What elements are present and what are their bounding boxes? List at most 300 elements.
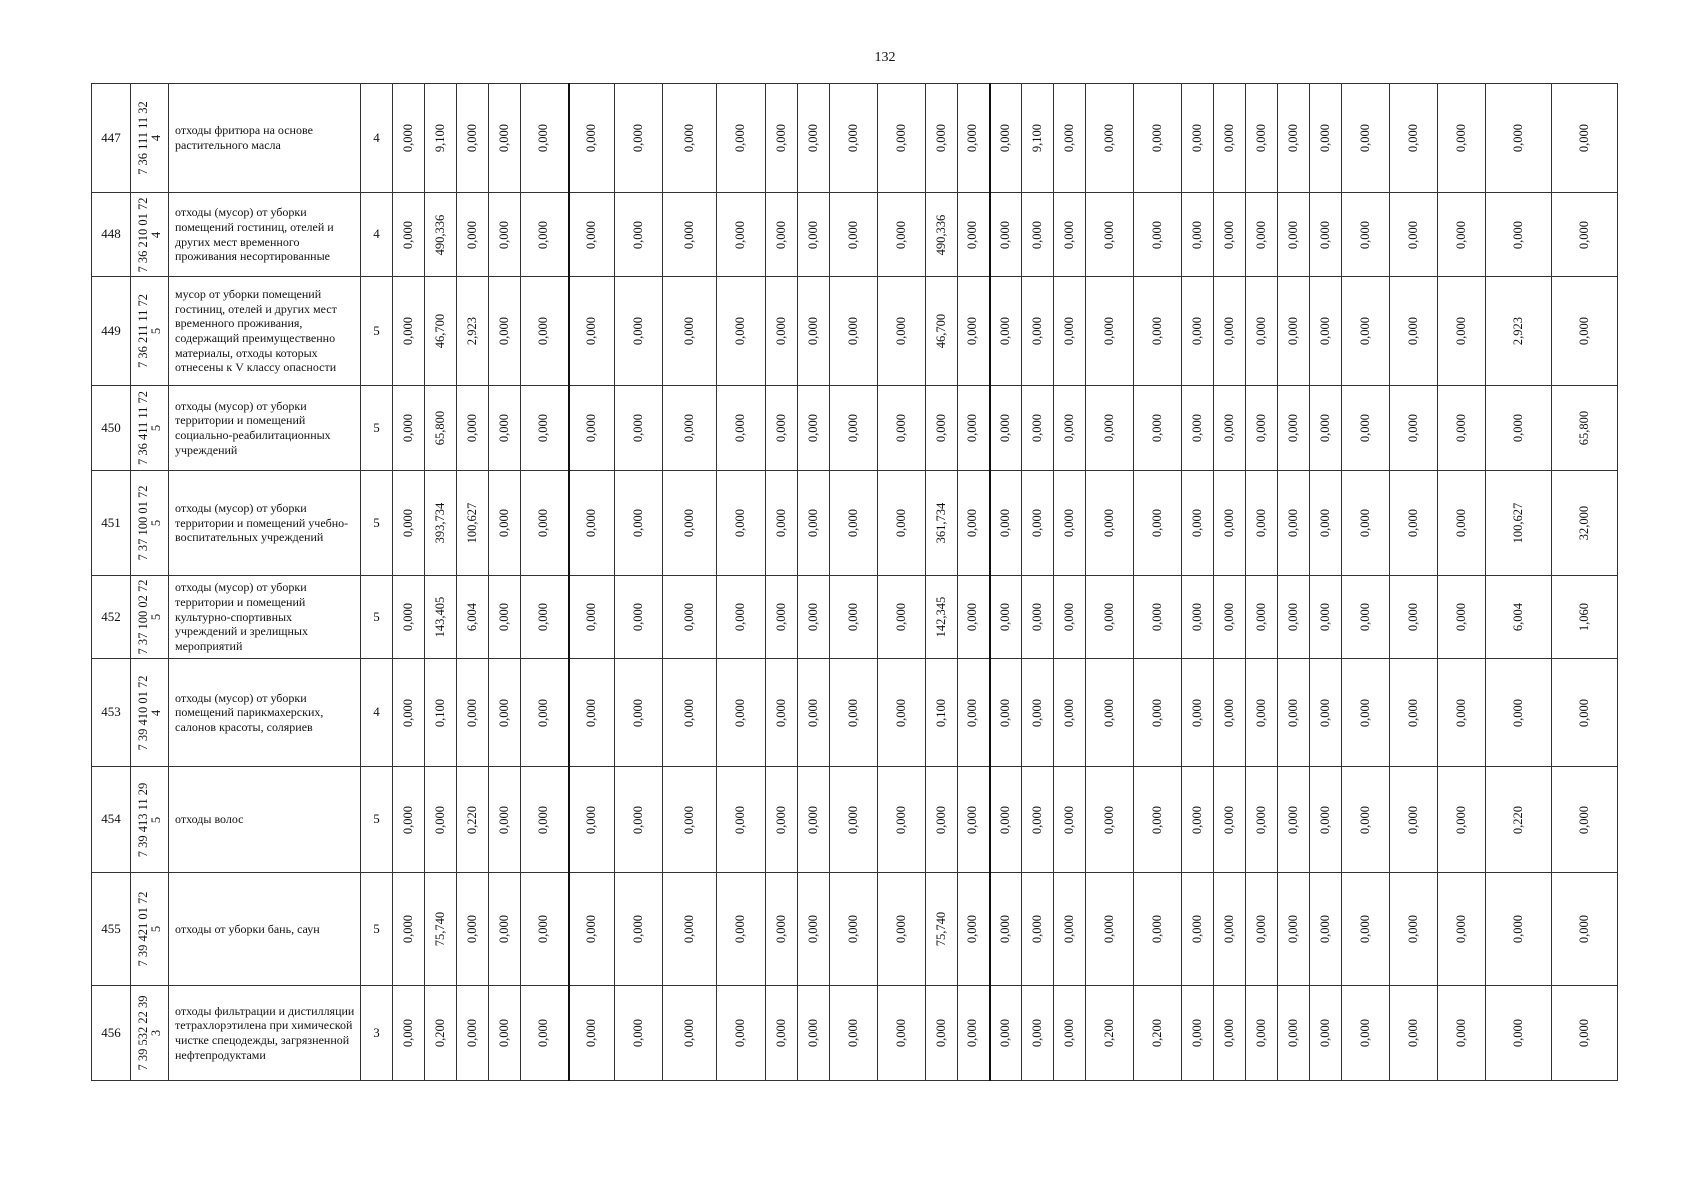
value-cell (521, 193, 569, 277)
value-cell (717, 767, 766, 873)
waste-code-cell-text: 7 39 413 11 29 5 (135, 782, 163, 857)
value-cell-text: 0,000 (997, 413, 1012, 443)
value-cell (569, 873, 615, 986)
hazard-class-cell: 5 (361, 386, 393, 471)
value-cell (1552, 576, 1618, 659)
value-cell (958, 277, 990, 386)
value-cell (1214, 873, 1246, 986)
waste-code-cell-text: 7 36 111 11 32 4 (135, 101, 163, 175)
value-cell-text: 0,000 (1510, 1018, 1525, 1048)
value-cell-text: 0,000 (1317, 1018, 1332, 1048)
row-number-cell: 450 (92, 386, 131, 471)
value-cell-text: 0,000 (805, 508, 820, 538)
value-cell (1022, 576, 1054, 659)
value-cell-text: 0,000 (773, 698, 788, 727)
value-cell (830, 193, 878, 277)
value-cell-text: 0,000 (583, 1018, 598, 1048)
value-cell-text: 0,000 (1317, 316, 1332, 346)
value-cell-text: 0,000 (1101, 914, 1116, 944)
value-cell (1022, 386, 1054, 471)
value-cell-text: 0,000 (893, 1018, 908, 1048)
value-cell-text: 0,000 (630, 602, 645, 632)
value-cell-text: 0,000 (1253, 698, 1268, 727)
value-cell-text: 0,000 (1453, 805, 1468, 834)
value-cell-text: 0,000 (773, 220, 788, 249)
value-cell-text: 0,000 (1285, 602, 1300, 632)
value-cell-text: 0,000 (805, 602, 820, 632)
value-cell-text: 0,000 (1029, 914, 1044, 944)
value-cell-text: 0,000 (1285, 220, 1300, 249)
value-cell-text: 0,000 (400, 220, 415, 249)
value-cell-text: 0,000 (1357, 413, 1372, 443)
value-cell-text: 0,000 (1101, 413, 1116, 443)
value-cell-text: 490,336 (933, 214, 948, 255)
value-cell (1086, 576, 1134, 659)
value-cell-text: 0,000 (893, 805, 908, 834)
value-cell-text: 0,000 (1357, 805, 1372, 834)
value-cell (1438, 386, 1486, 471)
value-cell (1182, 873, 1214, 986)
value-cell-text: 0,000 (496, 413, 511, 443)
value-cell-text: 0,000 (400, 914, 415, 944)
value-cell-text: 0,000 (630, 805, 645, 834)
value-cell-text: 0,000 (1576, 914, 1591, 944)
value-cell (663, 659, 717, 767)
value-cell (1438, 659, 1486, 767)
value-cell (1182, 659, 1214, 767)
page-number: 132 (874, 50, 896, 65)
value-cell (717, 576, 766, 659)
value-cell-text: 0,000 (997, 316, 1012, 346)
value-cell (1278, 386, 1310, 471)
value-cell-text: 0,000 (1221, 508, 1236, 538)
value-cell (1086, 986, 1134, 1081)
value-cell (521, 659, 569, 767)
value-cell-text: 0,000 (805, 1018, 820, 1048)
value-cell (1342, 659, 1390, 767)
value-cell-text: 46,700 (432, 313, 447, 349)
waste-name-cell: отходы (мусор) от уборки помещений парикмахерских, салонов красоты, соляриев (169, 659, 361, 767)
value-cell-text: 0,000 (1357, 123, 1372, 153)
value-cell-text: 0,000 (805, 698, 820, 727)
value-cell (521, 471, 569, 576)
value-cell (1486, 767, 1552, 873)
value-cell-text: 0,000 (773, 316, 788, 346)
value-cell (489, 659, 521, 767)
value-cell (663, 277, 717, 386)
value-cell-text: 100,627 (1510, 502, 1525, 544)
value-cell (1342, 84, 1390, 193)
value-cell-text: 0,000 (1189, 508, 1204, 538)
value-cell-text: 32,000 (1576, 505, 1591, 541)
value-cell (489, 84, 521, 193)
value-cell-text: 0,000 (965, 123, 980, 153)
value-cell (457, 471, 489, 576)
value-cell-text: 0,000 (1189, 602, 1204, 632)
value-cell-text: 0,000 (583, 220, 598, 249)
value-cell-text: 0,000 (1453, 602, 1468, 632)
value-cell (1278, 576, 1310, 659)
value-cell (798, 767, 830, 873)
value-cell (798, 471, 830, 576)
value-cell-text: 0,200 (1101, 1018, 1116, 1048)
value-cell (1246, 193, 1278, 277)
value-cell (1278, 767, 1310, 873)
value-cell (1182, 471, 1214, 576)
value-cell-text: 0,000 (1405, 508, 1420, 538)
value-cell-text: 0,000 (1285, 698, 1300, 727)
value-cell (489, 471, 521, 576)
value-cell-text: 0,000 (1357, 508, 1372, 538)
value-cell (798, 986, 830, 1081)
value-cell (393, 576, 425, 659)
value-cell-text: 0,000 (845, 220, 860, 249)
value-cell (1214, 277, 1246, 386)
table-row (92, 659, 1650, 767)
value-cell (489, 873, 521, 986)
value-cell-text: 0,000 (965, 698, 980, 727)
value-cell (766, 576, 798, 659)
value-cell (1054, 471, 1086, 576)
value-cell-text: 0,000 (1317, 805, 1332, 834)
value-cell (990, 193, 1022, 277)
value-cell (1246, 986, 1278, 1081)
value-cell-text: 0,000 (1221, 220, 1236, 249)
waste-code-cell-text: 7 37 100 01 72 5 (135, 485, 163, 561)
value-cell (1022, 193, 1054, 277)
value-cell (1552, 471, 1618, 576)
value-cell-text: 0,000 (1061, 316, 1076, 346)
value-cell (1246, 471, 1278, 576)
value-cell-text: 0,000 (400, 1018, 415, 1048)
value-cell (990, 659, 1022, 767)
value-cell (958, 471, 990, 576)
value-cell-text: 0,000 (893, 602, 908, 632)
value-cell (990, 84, 1022, 193)
value-cell (717, 471, 766, 576)
value-cell-text: 0,000 (1029, 413, 1044, 443)
value-cell (926, 386, 958, 471)
value-cell (393, 873, 425, 986)
value-cell (1552, 84, 1618, 193)
waste-name-cell: отходы от уборки бань, саун (169, 873, 361, 986)
value-cell (990, 873, 1022, 986)
value-cell (1246, 277, 1278, 386)
value-cell-text: 0,000 (893, 123, 908, 153)
value-cell-text: 0,000 (1253, 602, 1268, 632)
value-cell-text: 0,000 (1149, 602, 1164, 632)
value-cell (1182, 277, 1214, 386)
value-cell-text: 0,000 (1061, 1018, 1076, 1048)
table-row (92, 767, 1650, 873)
value-cell (521, 986, 569, 1081)
waste-name-cell: отходы (мусор) от уборки территории и помещений учебно-воспитательных учреждений (169, 471, 361, 576)
value-cell (926, 986, 958, 1081)
value-cell (1438, 986, 1486, 1081)
value-cell (489, 193, 521, 277)
value-cell (1552, 659, 1618, 767)
value-cell-text: 0,220 (464, 805, 479, 834)
value-cell (1278, 471, 1310, 576)
value-cell (1054, 986, 1086, 1081)
value-cell (830, 576, 878, 659)
value-cell-text: 0,000 (536, 698, 551, 727)
value-cell-text: 0,000 (1510, 220, 1525, 249)
value-cell (1278, 659, 1310, 767)
value-cell-text: 0,000 (1453, 220, 1468, 249)
value-cell (926, 193, 958, 277)
value-cell-text: 0,100 (432, 698, 447, 727)
value-cell (958, 873, 990, 986)
value-cell-text: 46,700 (933, 313, 948, 349)
value-cell (1134, 386, 1182, 471)
value-cell (1438, 873, 1486, 986)
value-cell (425, 767, 457, 873)
value-cell-text: 0,000 (1405, 220, 1420, 249)
value-cell (615, 986, 663, 1081)
value-cell (1438, 576, 1486, 659)
value-cell-text: 0,000 (1317, 220, 1332, 249)
value-cell (1390, 767, 1438, 873)
value-cell-text: 0,000 (1317, 508, 1332, 538)
value-cell-text: 0,000 (1576, 123, 1591, 153)
value-cell-text: 0,000 (1453, 1018, 1468, 1048)
value-cell-text: 0,000 (1061, 805, 1076, 834)
value-cell-text: 1,060 (1576, 602, 1591, 632)
value-cell-text: 0,000 (681, 914, 696, 944)
value-cell-text: 0,000 (1149, 508, 1164, 538)
value-cell (1246, 873, 1278, 986)
value-cell (1342, 873, 1390, 986)
hazard-class-cell: 3 (361, 986, 393, 1081)
value-cell-text: 0,000 (733, 1018, 748, 1048)
value-cell-text: 0,000 (805, 413, 820, 443)
value-cell (569, 193, 615, 277)
waste-code-cell-text: 7 39 532 22 39 3 (135, 995, 163, 1071)
value-cell-text: 0,000 (805, 805, 820, 834)
value-cell (425, 986, 457, 1081)
value-cell (798, 193, 830, 277)
value-cell-text: 0,000 (1510, 698, 1525, 727)
value-cell-text: 0,000 (845, 508, 860, 538)
row-number-cell: 453 (92, 659, 131, 767)
value-cell (830, 873, 878, 986)
value-cell-text: 0,000 (1189, 413, 1204, 443)
value-cell-text: 0,000 (773, 123, 788, 153)
value-cell (1342, 277, 1390, 386)
waste-name-cell: отходы фильтрации и дистилляции тетрахлорэтилена при химической чистке спецодежды, загрязненной нефтепродуктами (169, 986, 361, 1081)
value-cell-text: 0,000 (1189, 123, 1204, 153)
hazard-class-cell: 5 (361, 277, 393, 386)
value-cell-text: 0,000 (1285, 508, 1300, 538)
value-cell-text: 143,405 (432, 596, 447, 638)
value-cell (569, 576, 615, 659)
value-cell (958, 386, 990, 471)
value-cell (569, 386, 615, 471)
value-cell-text: 0,000 (496, 316, 511, 346)
value-cell-text: 0,000 (805, 914, 820, 944)
value-cell-text: 0,200 (1149, 1018, 1164, 1048)
waste-name-cell: отходы (мусор) от уборки территории и помещений культурно-спортивных учреждений и зрелищных мероприятий (169, 576, 361, 659)
value-cell (1086, 659, 1134, 767)
value-cell (1552, 767, 1618, 873)
value-cell (1486, 873, 1552, 986)
value-cell-text: 0,000 (496, 508, 511, 538)
value-cell (1214, 986, 1246, 1081)
value-cell (1182, 386, 1214, 471)
value-cell-text: 2,923 (1510, 316, 1525, 346)
value-cell-text: 0,000 (400, 602, 415, 632)
value-cell (717, 986, 766, 1081)
value-cell (1486, 84, 1552, 193)
value-cell-text: 0,000 (1221, 698, 1236, 727)
value-cell-text: 0,000 (893, 698, 908, 727)
value-cell (569, 277, 615, 386)
value-cell (798, 659, 830, 767)
value-cell-text: 0,220 (1510, 805, 1525, 834)
value-cell-text: 0,000 (400, 316, 415, 346)
value-cell (1246, 767, 1278, 873)
table-row (92, 386, 1650, 471)
value-cell-text: 0,000 (496, 914, 511, 944)
value-cell-text: 0,000 (1253, 805, 1268, 834)
value-cell (798, 84, 830, 193)
value-cell-text: 0,000 (1061, 698, 1076, 727)
value-cell-text: 0,000 (1576, 220, 1591, 249)
value-cell-text: 0,000 (1029, 316, 1044, 346)
value-cell-text: 0,000 (536, 220, 551, 249)
value-cell-text: 0,000 (933, 1018, 948, 1048)
value-cell (717, 277, 766, 386)
value-cell-text: 75,740 (933, 911, 948, 947)
value-cell (425, 659, 457, 767)
value-cell (1214, 386, 1246, 471)
value-cell (1552, 277, 1618, 386)
value-cell (878, 659, 926, 767)
value-cell (798, 576, 830, 659)
value-cell-text: 0,000 (997, 123, 1012, 153)
value-cell-text: 2,923 (464, 316, 479, 346)
value-cell (393, 386, 425, 471)
value-cell-text: 0,000 (583, 508, 598, 538)
value-cell-text: 0,000 (1317, 914, 1332, 944)
value-cell-text: 0,000 (1285, 914, 1300, 944)
value-cell-text: 0,000 (1405, 413, 1420, 443)
value-cell (1134, 471, 1182, 576)
value-cell-text: 65,800 (1576, 410, 1591, 446)
value-cell-text: 0,000 (805, 123, 820, 153)
value-cell (717, 386, 766, 471)
value-cell (926, 659, 958, 767)
value-cell (958, 767, 990, 873)
value-cell (1182, 193, 1214, 277)
value-cell-text: 0,000 (1029, 220, 1044, 249)
value-cell-text: 0,000 (1101, 220, 1116, 249)
value-cell (569, 767, 615, 873)
value-cell (1342, 193, 1390, 277)
value-cell (990, 986, 1022, 1081)
waste-code-cell (131, 986, 169, 1081)
value-cell-text: 0,000 (1221, 413, 1236, 443)
value-cell (830, 986, 878, 1081)
value-cell (489, 986, 521, 1081)
value-cell (1214, 84, 1246, 193)
value-cell (615, 193, 663, 277)
value-cell-text: 0,000 (1453, 123, 1468, 153)
value-cell-text: 0,000 (536, 413, 551, 443)
value-cell (1022, 659, 1054, 767)
value-cell (766, 277, 798, 386)
value-cell (615, 386, 663, 471)
value-cell (1342, 767, 1390, 873)
value-cell (1310, 873, 1342, 986)
value-cell (1054, 386, 1086, 471)
waste-code-cell-text: 7 39 421 01 72 5 (135, 891, 163, 967)
value-cell-text: 490,336 (432, 214, 447, 255)
value-cell-text: 0,000 (1101, 508, 1116, 538)
value-cell-text: 0,000 (432, 805, 447, 834)
waste-code-cell (131, 471, 169, 576)
value-cell (1214, 471, 1246, 576)
value-cell (990, 767, 1022, 873)
value-cell-text: 0,000 (1357, 220, 1372, 249)
value-cell (1486, 277, 1552, 386)
value-cell (1438, 277, 1486, 386)
value-cell (1246, 576, 1278, 659)
value-cell (489, 576, 521, 659)
value-cell (878, 576, 926, 659)
value-cell-text: 0,000 (464, 220, 479, 249)
value-cell-text: 0,000 (1149, 698, 1164, 727)
value-cell (1182, 986, 1214, 1081)
value-cell (1310, 277, 1342, 386)
value-cell-text: 0,000 (1357, 316, 1372, 346)
value-cell (1278, 986, 1310, 1081)
value-cell (1086, 471, 1134, 576)
value-cell (1182, 84, 1214, 193)
value-cell-text: 0,000 (400, 123, 415, 153)
value-cell-text: 0,000 (496, 805, 511, 834)
value-cell-text: 0,000 (464, 123, 479, 153)
value-cell-text: 0,000 (1149, 413, 1164, 443)
value-cell (766, 386, 798, 471)
value-cell-text: 0,000 (1453, 698, 1468, 727)
value-cell-text: 0,000 (893, 413, 908, 443)
value-cell (1214, 659, 1246, 767)
value-cell (1134, 193, 1182, 277)
value-cell-text: 0,000 (681, 1018, 696, 1048)
value-cell (798, 277, 830, 386)
row-number-cell: 448 (92, 193, 131, 277)
value-cell-text: 0,000 (1576, 316, 1591, 346)
value-cell (926, 576, 958, 659)
value-cell-text: 0,000 (1357, 698, 1372, 727)
value-cell (990, 277, 1022, 386)
value-cell-text: 0,000 (1221, 316, 1236, 346)
waste-name-cell: отходы (мусор) от уборки территории и помещений социально-реабилитационных учреждений (169, 386, 361, 471)
value-cell (615, 659, 663, 767)
value-cell-text: 0,000 (1285, 123, 1300, 153)
value-cell-text: 0,000 (773, 914, 788, 944)
value-cell (1390, 659, 1438, 767)
value-cell (1438, 193, 1486, 277)
value-cell (393, 84, 425, 193)
table-row (92, 193, 1650, 277)
value-cell (425, 84, 457, 193)
value-cell (1390, 277, 1438, 386)
hazard-class-cell: 4 (361, 84, 393, 193)
value-cell (830, 767, 878, 873)
